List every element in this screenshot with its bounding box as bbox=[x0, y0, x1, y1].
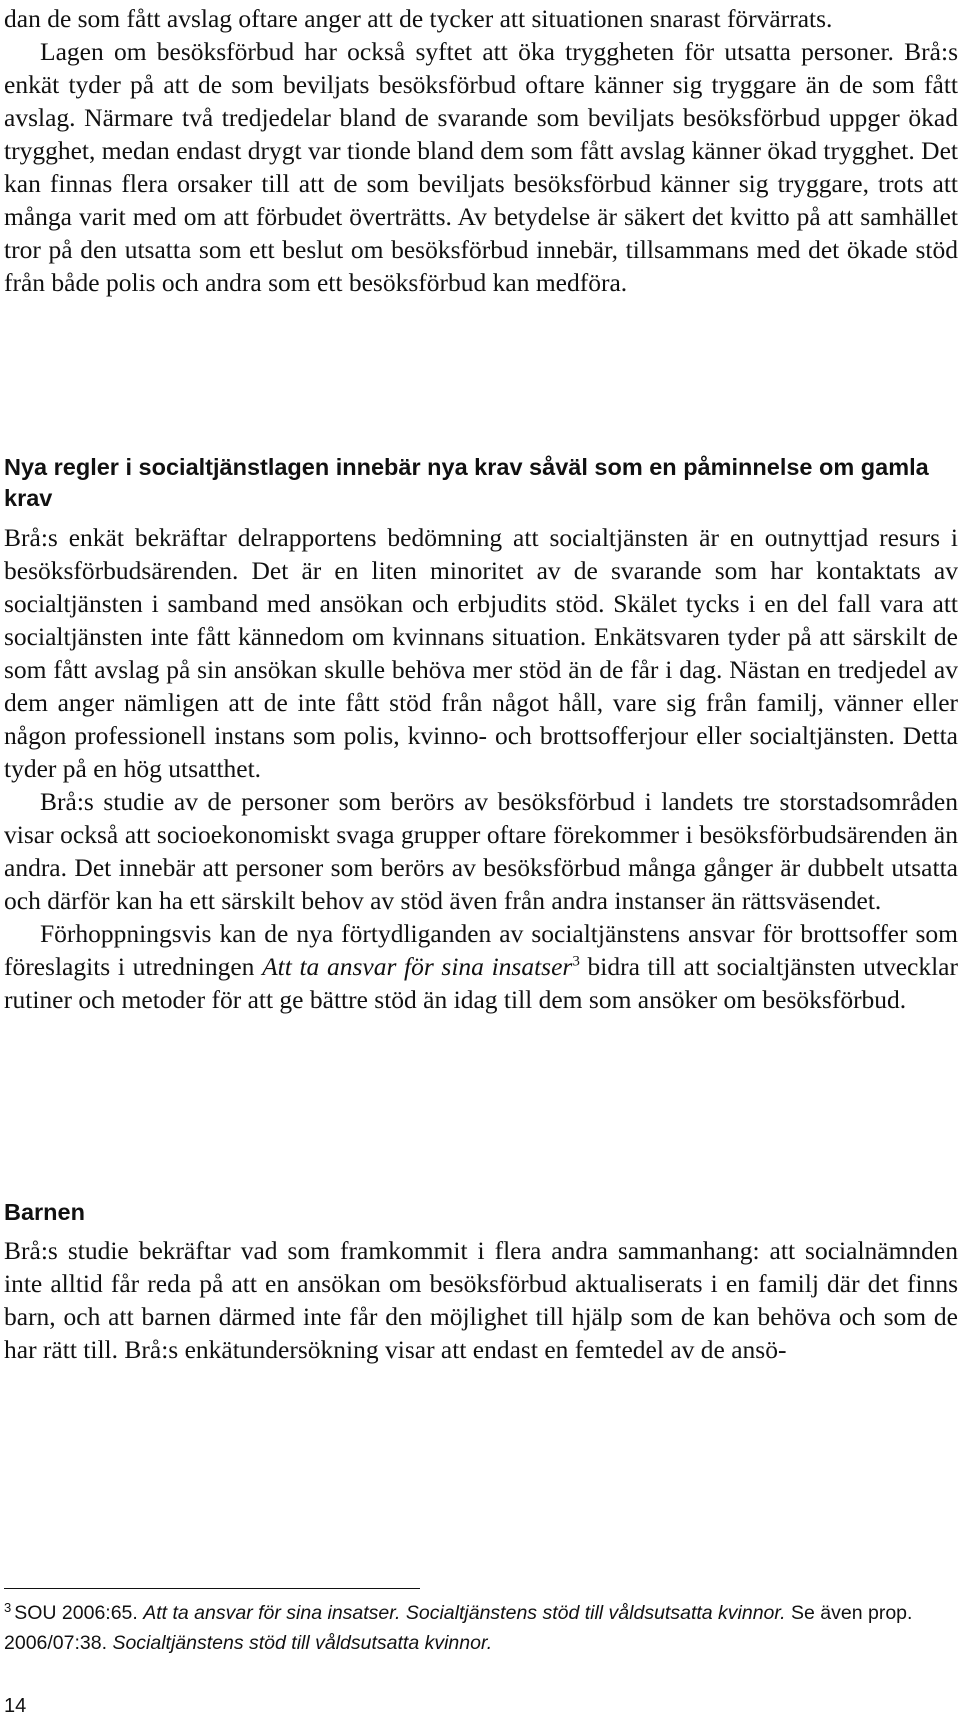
footnote bbox=[4, 1598, 958, 1658]
section1-paragraph-3 bbox=[4, 917, 958, 1016]
footnote-divider bbox=[4, 1588, 420, 1589]
section1-paragraph-3-lead: Förhoppningsvis kan de nya förtydliganden av socialtjänstens ansvar för brottsoffer som föreslagits i utredningen bbox=[4, 919, 958, 981]
report-title-italic: Att ta ansvar för sina insatser bbox=[262, 952, 573, 981]
section-heading-barnen: Barnen bbox=[4, 1199, 85, 1225]
section2-paragraph-1: Brå:s studie bekräftar vad som framkommit i flera andra sammanhang: att socialnämnden inte alltid får reda på att en ansökan om besöksförbud aktualiserats i en familj där det finns barn, och att barnen därmed inte får den möjlighet till hjälp som de kan behöva och som de har rätt till. Brå:s enkätundersökning visar att endast en femtedel av de ansö- bbox=[4, 1236, 958, 1364]
intro-paragraph-2: Lagen om besöksförbud har också syftet att öka tryggheten för utsatta personer. Brå:s enkät tyder på att de som beviljats besöksförbud oftare känner sig tryggare än de som fått avslag. Närmare två tredjedelar bland de svarande som beviljats besöksförbud uppger ökad trygghet, medan endast drygt var tionde bland dem som fått avslag känner ökad trygghet. Det kan finnas flera orsaker till att de som beviljats besöksförbud känner sig tryggare, trots att många varit med om att förbudet överträtts. Av betydelse är säkert det kvitto på att samhället tror på den utsatta som ett beslut om besöksförbud innebär, tillsammans med det ökade stöd från både polis och andra som ett besöksförbud kan medföra. bbox=[4, 37, 958, 297]
section1-paragraph-1: Brå:s enkät bekräftar delrapportens bedömning att socialtjänsten är en outnyttjad resurs i besöksförbudsärenden. Det är en liten minoritet av de svarande som har kontaktats av socialtjänsten i samband med ansökan och erbjudits stöd. Skälet tycks i en del fall vara att socialtjänsten inte fått kännedom om kvinnans situation. Enkätsvaren tyder på att särskilt de som fått avslag på sin ansökan skulle behöva mer stöd än de får i dag. Nästan en tredjedel av dem anger nämligen att de inte fått stöd från något håll, vare sig från familj, vänner eller någon professionell instans som polis, kvinno- och brottsofferjour eller socialtjänsten. Detta tyder på en hög utsatthet. bbox=[4, 523, 958, 783]
page-number: 14 bbox=[4, 1695, 27, 1717]
section-barnen-text bbox=[4, 1234, 958, 1366]
footnote-ref: SOU 2006:65. bbox=[14, 1602, 144, 1624]
footnote-title-1: Att ta ansvar för sina insatser. Socialtjänstens stöd till våldsutsatta kvinnor. bbox=[143, 1602, 786, 1624]
footnote-title-2: Socialtjänstens stöd till våldsutsatta kvinnor. bbox=[112, 1632, 493, 1654]
footnote-middle: Se även prop. 2006/07:38. bbox=[4, 1602, 913, 1654]
footnote-mark: 3 bbox=[4, 1599, 12, 1615]
section-socialtjanstlagen-text bbox=[4, 521, 958, 1016]
section-heading-socialtjanstlagen: Nya regler i socialtjänstlagen innebär nya krav såväl som en påminnelse om gamla krav bbox=[4, 454, 929, 511]
footnote-reference[interactable]: 3 bbox=[572, 953, 580, 970]
section1-paragraph-3-tail: bidra till att socialtjänsten utvecklar rutiner och metoder för att ge bättre stöd än idag till dem som ansöker om besöksförbud. bbox=[4, 952, 958, 1014]
section1-paragraph-2: Brå:s studie av de personer som berörs av besöksförbud i landets tre storstadsområden visar också att socioekonomiskt svaga grupper oftare förekommer i besöksförbudsärenden än andra. Det innebär att personer som berörs av besöksförbud många gånger är dubbelt utsatta och därför kan ha ett särskilt behov av stöd även från andra instanser än rättsväsendet. bbox=[4, 787, 958, 915]
intro-paragraph-1: dan de som fått avslag oftare anger att de tycker att situationen snarast förvärrats. bbox=[4, 4, 833, 33]
intro-text bbox=[4, 2, 958, 299]
